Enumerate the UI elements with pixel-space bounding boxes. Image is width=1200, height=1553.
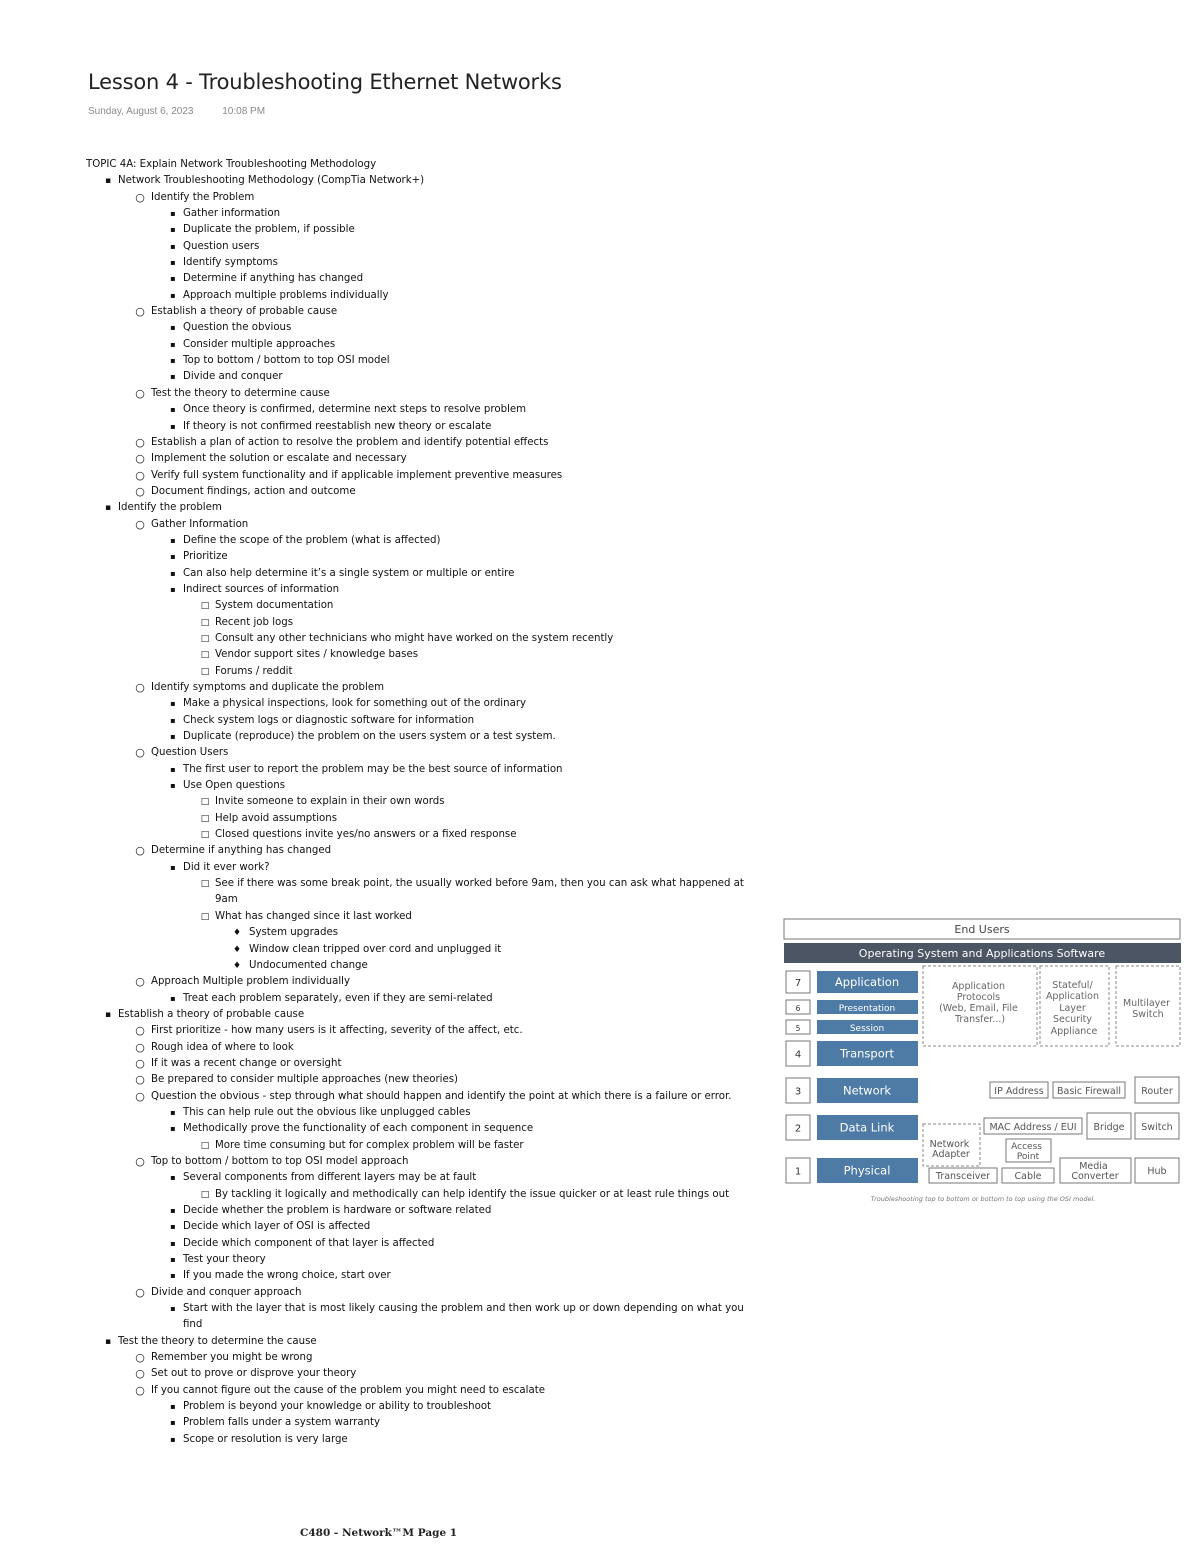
outline-text: Top to bottom / bottom to top OSI model [183,355,390,367]
outline-item [86,337,746,353]
outline-text: Check system logs or diagnostic software for information [183,714,475,726]
outline-item [86,435,746,451]
outline-text: Document findings, action and outcome [151,485,356,497]
outline-text: Determine if anything has changed [183,273,364,285]
bullet-icon: ○ [135,452,145,466]
bullet-icon: ○ [135,1367,145,1381]
outline-item [86,1285,746,1301]
multilayer-switch-label: Multilayer Switch [1122,998,1171,1020]
bullet-icon: ○ [135,1285,145,1299]
outline-text: Divide and conquer approach [151,1286,302,1298]
outline-item [86,419,746,435]
outline-text: Consider multiple approaches [183,338,336,350]
outline-text: If it was a recent change or oversight [151,1057,342,1069]
outline-item [86,1170,746,1186]
page-title: Lesson 4 - Troubleshooting Ethernet Networks [88,70,562,94]
outline-text: Define the scope of the problem (what is affected) [183,534,441,546]
outline-item [86,255,746,271]
bullet-icon: ▪ [170,1271,176,1281]
layer-number: 3 [794,1086,802,1098]
bullet-icon: ○ [135,975,145,989]
bridge-label: Bridge [1093,1122,1125,1133]
outline-text: Decide which layer of OSI is affected [183,1221,371,1233]
bullet-icon: ▪ [170,715,176,725]
outline-text: Question Users [151,747,229,759]
outline-item [86,157,746,173]
outline-item [86,729,746,745]
bullet-icon: ○ [135,517,145,531]
outline-text: Indirect sources of information [183,583,340,595]
outline-item [86,1023,746,1039]
outline-text: Approach multiple problems individually [183,289,389,301]
outline-text: Vendor support sites / knowledge bases [215,649,419,661]
outline-item [86,1187,746,1203]
bullet-icon: ♦ [232,928,242,939]
bullet-icon: ▪ [104,1336,112,1347]
outline-item [86,762,746,778]
bullet-icon: ▪ [170,1107,176,1117]
osi-troubleshooting-diagram [783,918,1183,1208]
diagram-caption: Troubleshooting top to bottom or bottom to top using the OSI model. [870,1195,1096,1203]
bullet-icon: ▪ [170,699,176,709]
outline-text: By tackling it logically and methodically can help identify the issue quicker or at least rule things out [215,1188,730,1200]
outline-item [86,991,746,1007]
outline-item [86,1089,746,1105]
network-adapter-label: Network Adapter [929,1139,970,1160]
outline-text: Establish a plan of action to resolve the problem and identify potential effects [151,436,549,448]
outline-text: Top to bottom / bottom to top OSI model approach [151,1155,409,1167]
outline-item [86,1056,746,1072]
bullet-icon: ▪ [170,372,176,382]
outline-text: Treat each problem separately, even if they are semi-related [183,992,493,1004]
basic-firewall-label: Basic Firewall [1057,1086,1121,1097]
outline-item [86,304,746,320]
outline-text: Approach Multiple problem individually [151,976,351,988]
layer-number: 6 [795,1004,801,1013]
outline-item [86,288,746,304]
outline-item [86,647,746,663]
outline-text: Gather Information [151,518,249,530]
bullet-icon: ▪ [170,862,176,872]
outline-item [86,1350,746,1366]
outline-text: Scope or resolution is very large [183,1433,348,1445]
media-converter-label: Media Converter [1071,1161,1119,1182]
bullet-icon: ○ [135,1056,145,1070]
outline-item [86,1040,746,1056]
bullet-icon: □ [200,1140,210,1151]
bullet-icon: ▪ [170,323,176,333]
bullet-icon: ▪ [104,1009,112,1020]
bullet-icon: ○ [135,1383,145,1397]
bullet-icon: ▪ [170,1255,176,1265]
outline-text: Question the obvious [183,322,292,334]
bullet-icon: ○ [135,468,145,482]
transceiver-label: Transceiver [935,1171,991,1182]
bullet-icon: □ [200,617,210,628]
outline-item [86,1121,746,1137]
outline-text: Gather information [183,208,281,220]
outline-text: Recent job logs [215,616,294,628]
outline-text: Methodically prove the functionality of each component in sequence [183,1123,534,1135]
outline-text: Invite someone to explain in their own words [215,796,445,808]
layer-name: Presentation [838,1004,896,1014]
outline-item [86,271,746,287]
app-protocols-label: Application Protocols (Web, Email, File Transfer...) [939,981,1018,1025]
outline-text: Set out to prove or disprove your theory [151,1368,357,1380]
outline-item [86,582,746,598]
layer-name: Transport [840,1046,894,1061]
bullet-icon: ▪ [170,1304,176,1314]
outline-item [86,386,746,402]
outline-item [86,222,746,238]
outline-text: Use Open questions [183,780,286,792]
bullet-icon: ○ [135,484,145,498]
bullet-icon: □ [200,797,210,808]
outline-text: Duplicate the problem, if possible [183,224,355,236]
outline-item [86,1154,746,1170]
outline-item [86,190,746,206]
outline-item [86,500,746,516]
outline-item [86,680,746,696]
bullet-icon: ▪ [170,568,176,578]
outline-text: Establish a theory of probable cause [151,306,338,318]
outline-text: Decide whether the problem is hardware or software related [183,1205,492,1216]
bullet-icon: ▪ [170,1206,176,1215]
outline-item [86,451,746,467]
outline-item [86,402,746,418]
outline-item [86,1432,746,1448]
bullet-icon: ▪ [170,339,176,349]
bullet-icon: ♦ [232,944,242,955]
bullet-icon: ♦ [232,960,242,971]
end-users-label: End Users [954,923,1010,936]
outline-item [86,1415,746,1431]
outline-text: Identify the Problem [151,191,255,203]
bullet-icon: □ [200,879,210,890]
outline-text: Start with the layer that is most likely causing the problem and then work up or down depending on what you find [183,1303,744,1331]
outline-item [86,713,746,729]
bullet-icon: ▪ [170,405,176,415]
outline-text: System upgrades [249,927,339,939]
outline-item [86,206,746,222]
outline-item [86,1334,746,1350]
bullet-icon: ○ [135,1089,145,1103]
bullet-icon: ▪ [170,993,176,1003]
outline-text: Did it ever work? [183,861,270,873]
bullet-icon: ○ [135,844,145,858]
outline-text: More time consuming but for complex problem will be faster [215,1139,524,1151]
outline-item [86,794,746,810]
outline-text: Help avoid assumptions [215,812,338,824]
outline-text: Can also help determine it’s a single system or multiple or entire [183,567,515,579]
outline-text: Test your theory [183,1254,266,1266]
outline-text: Test the theory to determine the cause [118,1335,317,1347]
bullet-icon: ▪ [170,290,176,300]
bullet-icon: ○ [135,1351,145,1365]
bullet-icon: ▪ [170,552,176,562]
layer-name: Session [849,1024,885,1034]
outline-item [86,860,746,876]
outline-text: Closed questions invite yes/no answers or a fixed response [215,829,517,841]
outline-text: Window clean tripped over cord and unplugged it [249,943,502,955]
outline-text: Consult any other technicians who might have worked on the system recently [215,632,614,644]
outline-text: Establish a theory of probable cause [118,1008,305,1020]
bullet-icon: ○ [135,386,145,400]
outline-text: Divide and conquer [183,371,283,383]
outline-item [86,1252,746,1268]
bullet-icon: ○ [135,305,145,319]
outline-item [86,239,746,255]
outline-item [86,696,746,712]
outline-item [86,745,746,761]
outline-text: Implement the solution or escalate and necessary [151,453,407,465]
outline-text: What has changed since it last worked [215,910,412,922]
hub-label: Hub [1147,1166,1167,1177]
bullet-icon: ▪ [170,1222,176,1232]
layer-number: 7 [794,978,802,989]
outline-text: This can help rule out the obvious like unplugged cables [183,1106,471,1118]
outline-text: Several components from different layers may be at fault [183,1172,477,1184]
outline-item [86,369,746,385]
bullet-icon: ▪ [170,274,176,284]
layer-number: 1 [794,1166,802,1178]
page-footer: C480 - Network™M Page 1 [300,1527,458,1539]
outline-item [86,1219,746,1235]
stateful-appliance-label: Stateful/ Application Layer Security Appliance [1045,980,1100,1037]
outline-item [86,664,746,680]
outline-text: Once theory is confirmed, determine next steps to resolve problem [183,404,527,416]
os-bar-label: Operating System and Applications Software [858,947,1106,960]
layer-number: 4 [794,1049,802,1061]
outline-text: Duplicate (reproduce) the problem on the users system or a test system. [183,731,556,743]
outline-text: Identify symptoms [183,257,278,269]
bullet-icon: ▪ [104,176,112,187]
outline-item [86,942,746,958]
bullet-icon: ▪ [170,535,176,545]
bullet-icon: ▪ [170,209,176,219]
layer-name: Data Link [839,1120,895,1135]
bullet-icon: ▪ [170,1434,176,1444]
outline-item [86,484,746,500]
outline-text: Decide which component of that layer is affected [183,1237,435,1249]
bullet-icon: ▪ [170,781,176,791]
outline-text: Problem falls under a system warranty [183,1417,381,1429]
outline-text: Identify the problem [118,502,222,514]
outline-text: Test the theory to determine cause [151,387,330,399]
outline-text: If you cannot figure out the cause of the problem you might need to escalate [151,1384,546,1396]
bullet-icon: ○ [135,1154,145,1168]
bullet-icon: ▪ [170,1238,176,1248]
outline-text: Network Troubleshooting Methodology (CompTia Network+) [118,175,425,187]
outline-item [86,1105,746,1121]
outline-text: Prioritize [183,551,228,563]
outline-item [86,615,746,631]
bullet-icon: ▪ [170,356,176,366]
bullet-icon: ▪ [104,503,112,514]
bullet-icon: □ [200,601,210,612]
outline-item [86,843,746,859]
bullet-icon: □ [200,830,210,841]
bullet-icon: □ [200,633,210,644]
osi-layers [786,971,918,1183]
outline-item [86,533,746,549]
outline-text: Question users [183,240,260,252]
outline-item [86,1072,746,1088]
bullet-icon: ▪ [170,732,176,742]
outline-text: Verify full system functionality and if applicable implement preventive measures [151,469,563,481]
outline-item [86,876,746,909]
outline-item [86,598,746,614]
bullet-icon: □ [200,911,210,922]
bullet-icon: □ [200,666,210,677]
outline-item [86,925,746,941]
outline-item [86,1268,746,1284]
bullet-icon: ○ [135,190,145,204]
outline-item [86,468,746,484]
outline-item [86,827,746,843]
outline-item [86,1138,746,1154]
layer-name: Network [842,1083,892,1098]
bullet-icon: ▪ [170,225,176,235]
outline-text: Rough idea of where to look [151,1041,294,1053]
outline-item [86,353,746,369]
outline-text: See if there was some break point, the usually worked before 9am, then you can ask what happened at 9am [215,878,744,906]
outline-text: Make a physical inspections, look for something out of the ordinary [183,698,527,710]
bullet-icon: □ [200,1189,210,1200]
page-date: Sunday, August 6, 2023 [88,106,194,117]
bullet-icon: □ [200,650,210,661]
bullet-icon: ▪ [170,1418,176,1428]
outline-item [86,1399,746,1415]
bullet-icon: ▪ [170,1124,176,1134]
notes-outline [86,157,746,1448]
outline-item [86,778,746,794]
access-point-label: Access Point [1011,1142,1042,1162]
outline-item [86,517,746,533]
bullet-icon: ▪ [170,258,176,268]
bullet-icon: ○ [135,1024,145,1038]
bullet-icon: ○ [135,746,145,760]
outline-item [86,549,746,565]
bullet-icon: ▪ [170,584,176,594]
outline-item [86,1383,746,1399]
layer-name: Physical [843,1163,891,1178]
router-label: Router [1141,1086,1173,1097]
bullet-icon: □ [200,813,210,824]
outline-item [86,173,746,189]
bullet-icon: ▪ [170,764,176,774]
switch-label: Switch [1141,1122,1173,1133]
outline-text: Identify symptoms and duplicate the problem [151,682,385,693]
outline-text: System documentation [215,600,334,612]
outline-text: Remember you might be wrong [151,1352,313,1364]
outline-text: The first user to report the problem may be the best source of information [183,763,563,775]
outline-item [86,1203,746,1219]
outline-text: If theory is not confirmed reestablish new theory or escalate [183,420,492,432]
bullet-icon: ○ [135,1040,145,1054]
outline-item [86,909,746,925]
outline-item [86,566,746,582]
page-meta [88,106,265,117]
bullet-icon: ○ [135,681,145,694]
outline-text: Question the obvious - step through what should happen and identify the point at which there is a failure or error. [151,1090,732,1102]
outline-text: Forums / reddit [215,665,293,677]
outline-text: Determine if anything has changed [151,845,332,857]
mac-address-label: MAC Address / EUI [989,1122,1077,1133]
ip-address-label: IP Address [994,1086,1044,1097]
bullet-icon: ▪ [170,1173,176,1183]
cable-label: Cable [1014,1171,1042,1182]
outline-item [86,958,746,974]
outline-text: TOPIC 4A: Explain Network Troubleshooting Methodology [86,159,377,170]
outline-item [86,1236,746,1252]
page-time: 10:08 PM [222,106,266,117]
bullet-icon: ▪ [170,421,176,431]
outline-text: Be prepared to consider multiple approaches (new theories) [151,1074,459,1086]
outline-text: If you made the wrong choice, start over [183,1270,391,1282]
outline-text: Problem is beyond your knowledge or ability to troubleshoot [183,1401,492,1413]
outline-item [86,811,746,827]
outline-item [86,1007,746,1023]
layer-number: 2 [794,1123,802,1135]
layer-name: Application [834,975,900,989]
outline-text: Undocumented change [249,959,368,971]
outline-item [86,1366,746,1382]
outline-item [86,320,746,336]
outline-text: First prioritize - how many users is it affecting, severity of the affect, etc. [151,1025,523,1037]
outline-item [86,631,746,647]
layer-number: 5 [795,1024,801,1033]
outline-item [86,1301,746,1334]
bullet-icon: ○ [135,1073,145,1087]
bullet-icon: ▪ [170,1402,176,1412]
outline-item [86,974,746,990]
bullet-icon: ○ [135,435,145,449]
bullet-icon: ▪ [170,241,176,251]
